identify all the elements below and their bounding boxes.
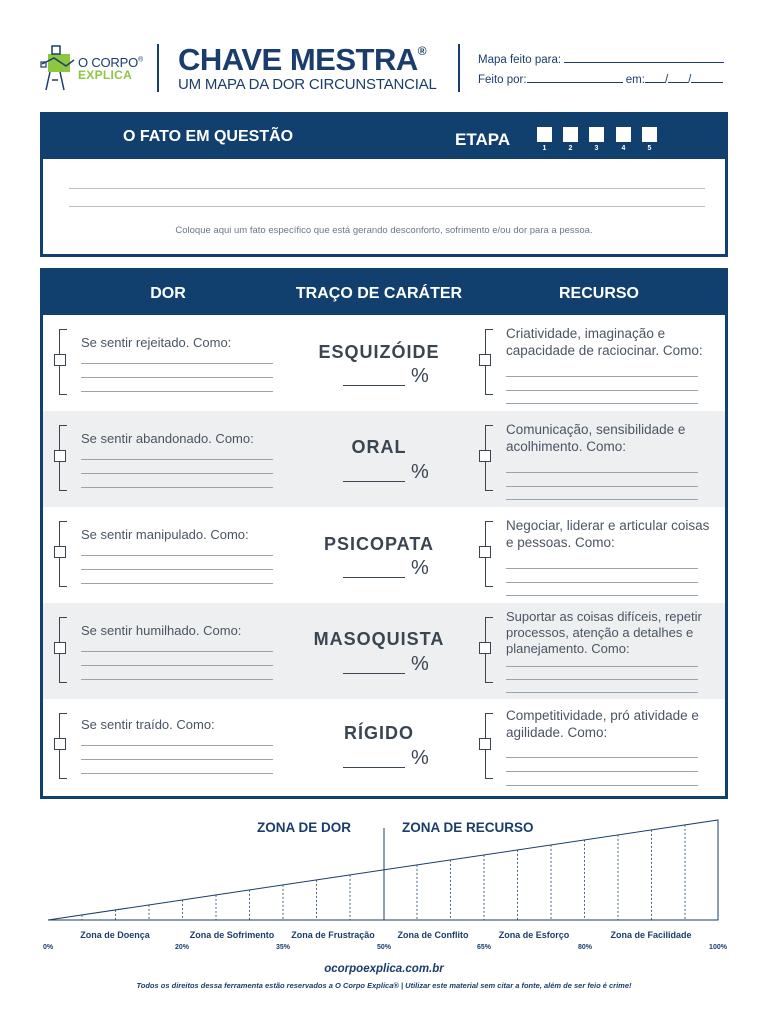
dor-writing-line[interactable] bbox=[81, 745, 273, 746]
page-subtitle: UM MAPA DA DOR CIRCUNSTANCIAL bbox=[178, 76, 437, 93]
fato-writing-line[interactable] bbox=[69, 206, 705, 207]
date-label: em: bbox=[625, 74, 645, 86]
percent-symbol: % bbox=[411, 557, 429, 579]
made-by-blank[interactable] bbox=[527, 73, 623, 83]
dor-checkbox[interactable] bbox=[54, 738, 66, 750]
trait-name: ESQUIZÓIDE bbox=[318, 342, 440, 362]
header-divider-right bbox=[458, 44, 460, 92]
made-by-field[interactable] bbox=[478, 73, 723, 86]
recurso-writing-line[interactable] bbox=[506, 757, 698, 758]
fato-section bbox=[40, 112, 728, 257]
recurso-label: Negociar, liderar e articular coisas e pessoas. Como: bbox=[506, 518, 710, 550]
percent-symbol: % bbox=[411, 653, 429, 675]
footer-rights: Todos os direitos dessa ferramenta estão reservados a O Corpo Explica® | Utilizar este material sem citar a fonte, além de ser feio é crime! bbox=[136, 981, 632, 990]
table-row bbox=[43, 603, 725, 699]
table-row bbox=[43, 699, 725, 795]
tick-label: 80% bbox=[577, 944, 593, 951]
trait-name: PSICOPATA bbox=[323, 534, 434, 554]
etapa-checkbox-5[interactable] bbox=[642, 127, 657, 142]
table-row bbox=[43, 507, 725, 603]
etapa-number: 5 bbox=[647, 145, 652, 152]
recurso-label: Competitividade, pró atividade e agilidade. Como: bbox=[506, 708, 699, 740]
dor-writing-line[interactable] bbox=[81, 459, 273, 460]
made-by-label: Feito por: bbox=[478, 74, 527, 86]
dor-writing-line[interactable] bbox=[81, 363, 273, 364]
dor-checkbox[interactable] bbox=[54, 450, 66, 462]
map-for-label: Mapa feito para: bbox=[478, 54, 562, 66]
recurso-writing-line[interactable] bbox=[506, 679, 698, 680]
recurso-checkbox[interactable] bbox=[479, 450, 491, 462]
zone-recurso-title: ZONA DE RECURSO bbox=[402, 820, 534, 835]
trait-name: MASOQUISTA bbox=[313, 629, 445, 649]
dor-checkbox[interactable] bbox=[54, 546, 66, 558]
date-separator: / bbox=[688, 74, 692, 86]
dor-label: Se sentir rejeitado. Como: bbox=[81, 335, 232, 350]
etapa-checkbox-4[interactable] bbox=[616, 127, 631, 142]
recurso-writing-line[interactable] bbox=[506, 376, 698, 377]
header-divider-left bbox=[157, 44, 159, 92]
dor-checkbox[interactable] bbox=[54, 354, 66, 366]
dor-label: Se sentir manipulado. Como: bbox=[81, 527, 249, 542]
recurso-writing-line[interactable] bbox=[506, 666, 698, 667]
map-for-field[interactable] bbox=[478, 53, 724, 66]
dor-writing-line[interactable] bbox=[81, 583, 273, 584]
etapa-number: 3 bbox=[594, 145, 599, 152]
zone-name: Zona de Doença bbox=[80, 930, 150, 940]
column-header-recurso: RECURSO bbox=[558, 285, 639, 302]
etapa-checkbox-3[interactable] bbox=[589, 127, 604, 142]
brand-line1: O CORPO® bbox=[78, 55, 143, 70]
tick-label: 35% bbox=[275, 944, 291, 951]
tick-label: 100% bbox=[709, 944, 727, 951]
zone-name: Zona de Sofrimento bbox=[189, 930, 275, 940]
percent-blank[interactable] bbox=[343, 481, 405, 482]
logo-figure-icon bbox=[38, 42, 78, 94]
table-row bbox=[43, 411, 725, 507]
date-year-blank[interactable] bbox=[691, 73, 723, 83]
recurso-writing-line[interactable] bbox=[506, 785, 698, 786]
etapa-checkbox-2[interactable] bbox=[563, 127, 578, 142]
recurso-writing-line[interactable] bbox=[506, 486, 698, 487]
percent-blank[interactable] bbox=[343, 767, 405, 768]
dor-writing-line[interactable] bbox=[81, 487, 273, 488]
dor-writing-line[interactable] bbox=[81, 651, 273, 652]
recurso-writing-line[interactable] bbox=[506, 472, 698, 473]
recurso-checkbox[interactable] bbox=[479, 738, 491, 750]
etapa-number: 2 bbox=[568, 145, 573, 152]
recurso-writing-line[interactable] bbox=[506, 771, 698, 772]
tick-label: 20% bbox=[174, 944, 190, 951]
recurso-writing-line[interactable] bbox=[506, 568, 698, 569]
date-day-blank[interactable] bbox=[645, 73, 665, 83]
fato-writing-line[interactable] bbox=[69, 188, 705, 189]
dor-writing-line[interactable] bbox=[81, 665, 273, 666]
dor-writing-line[interactable] bbox=[81, 555, 273, 556]
fato-hint: Coloque aqui um fato específico que está gerando desconforto, sofrimento e/ou dor para a pessoa. bbox=[175, 225, 593, 236]
fato-header bbox=[43, 115, 725, 159]
column-header-dor: DOR bbox=[150, 285, 186, 302]
dor-writing-line[interactable] bbox=[81, 679, 273, 680]
date-separator: / bbox=[664, 74, 669, 86]
fato-title: O FATO EM QUESTÃO bbox=[123, 128, 294, 145]
percent-symbol: % bbox=[411, 365, 429, 387]
zone-name: Zona de Facilidade bbox=[610, 930, 692, 940]
percent-symbol: % bbox=[411, 747, 429, 769]
percent-blank[interactable] bbox=[343, 673, 405, 674]
etapa-number: 4 bbox=[621, 145, 626, 152]
trait-table bbox=[40, 268, 728, 799]
dor-writing-line[interactable] bbox=[81, 773, 273, 774]
dor-writing-line[interactable] bbox=[81, 759, 273, 760]
trait-name: RÍGIDO bbox=[343, 723, 414, 743]
dor-label: Se sentir humilhado. Como: bbox=[81, 623, 242, 638]
zone-dor-title: ZONA DE DOR bbox=[257, 820, 351, 835]
dor-label: Se sentir traído. Como: bbox=[81, 717, 215, 732]
percent-symbol: % bbox=[411, 461, 429, 483]
recurso-checkbox[interactable] bbox=[479, 642, 491, 654]
recurso-writing-line[interactable] bbox=[506, 582, 698, 583]
recurso-writing-line[interactable] bbox=[506, 499, 698, 500]
zone-name: Zona de Frustração bbox=[291, 930, 375, 940]
dor-writing-line[interactable] bbox=[81, 391, 273, 392]
recurso-checkbox[interactable] bbox=[479, 546, 491, 558]
percent-blank[interactable] bbox=[343, 577, 405, 578]
zone-scale bbox=[0, 810, 768, 960]
page-title: CHAVE MESTRA® bbox=[178, 42, 427, 77]
tick-label: 50% bbox=[376, 944, 392, 951]
etapa-checkbox-1[interactable] bbox=[537, 127, 552, 142]
recurso-label: Criatividade, imaginação e capacidade de raciocinar. Como: bbox=[506, 326, 703, 358]
tick-label: 65% bbox=[476, 944, 492, 951]
brand-logo bbox=[38, 42, 148, 94]
recurso-label: Suportar as coisas difíceis, repetir processos, atenção a detalhes e planejamento. Como: bbox=[506, 609, 702, 656]
dor-writing-line[interactable] bbox=[81, 473, 273, 474]
brand-line2: EXPLICA bbox=[78, 68, 133, 82]
footer-site[interactable]: ocorpoexplica.com.br bbox=[324, 963, 444, 975]
recurso-writing-line[interactable] bbox=[506, 595, 698, 596]
recurso-writing-line[interactable] bbox=[506, 403, 698, 404]
map-for-blank[interactable] bbox=[564, 53, 724, 63]
recurso-writing-line[interactable] bbox=[506, 390, 698, 391]
zone-name: Zona de Esforço bbox=[498, 930, 570, 940]
dor-checkbox[interactable] bbox=[54, 642, 66, 654]
recurso-checkbox[interactable] bbox=[479, 354, 491, 366]
recurso-label: Comunicação, sensibilidade e acolhimento. Como: bbox=[506, 422, 686, 454]
column-header-traco: TRAÇO DE CARÁTER bbox=[295, 285, 463, 302]
table-row bbox=[43, 315, 725, 411]
recurso-writing-line[interactable] bbox=[506, 692, 698, 693]
dor-writing-line[interactable] bbox=[81, 569, 273, 570]
etapa-number: 1 bbox=[542, 145, 547, 152]
dor-writing-line[interactable] bbox=[81, 377, 273, 378]
percent-blank[interactable] bbox=[343, 385, 405, 386]
date-month-blank[interactable] bbox=[668, 73, 688, 83]
zone-name: Zona de Conflito bbox=[397, 930, 469, 940]
tick-label: 0% bbox=[42, 944, 54, 951]
dor-label: Se sentir abandonado. Como: bbox=[81, 431, 254, 446]
etapa-label: ETAPA bbox=[455, 130, 511, 149]
trait-name: ORAL bbox=[351, 437, 407, 457]
table-header bbox=[43, 271, 725, 315]
